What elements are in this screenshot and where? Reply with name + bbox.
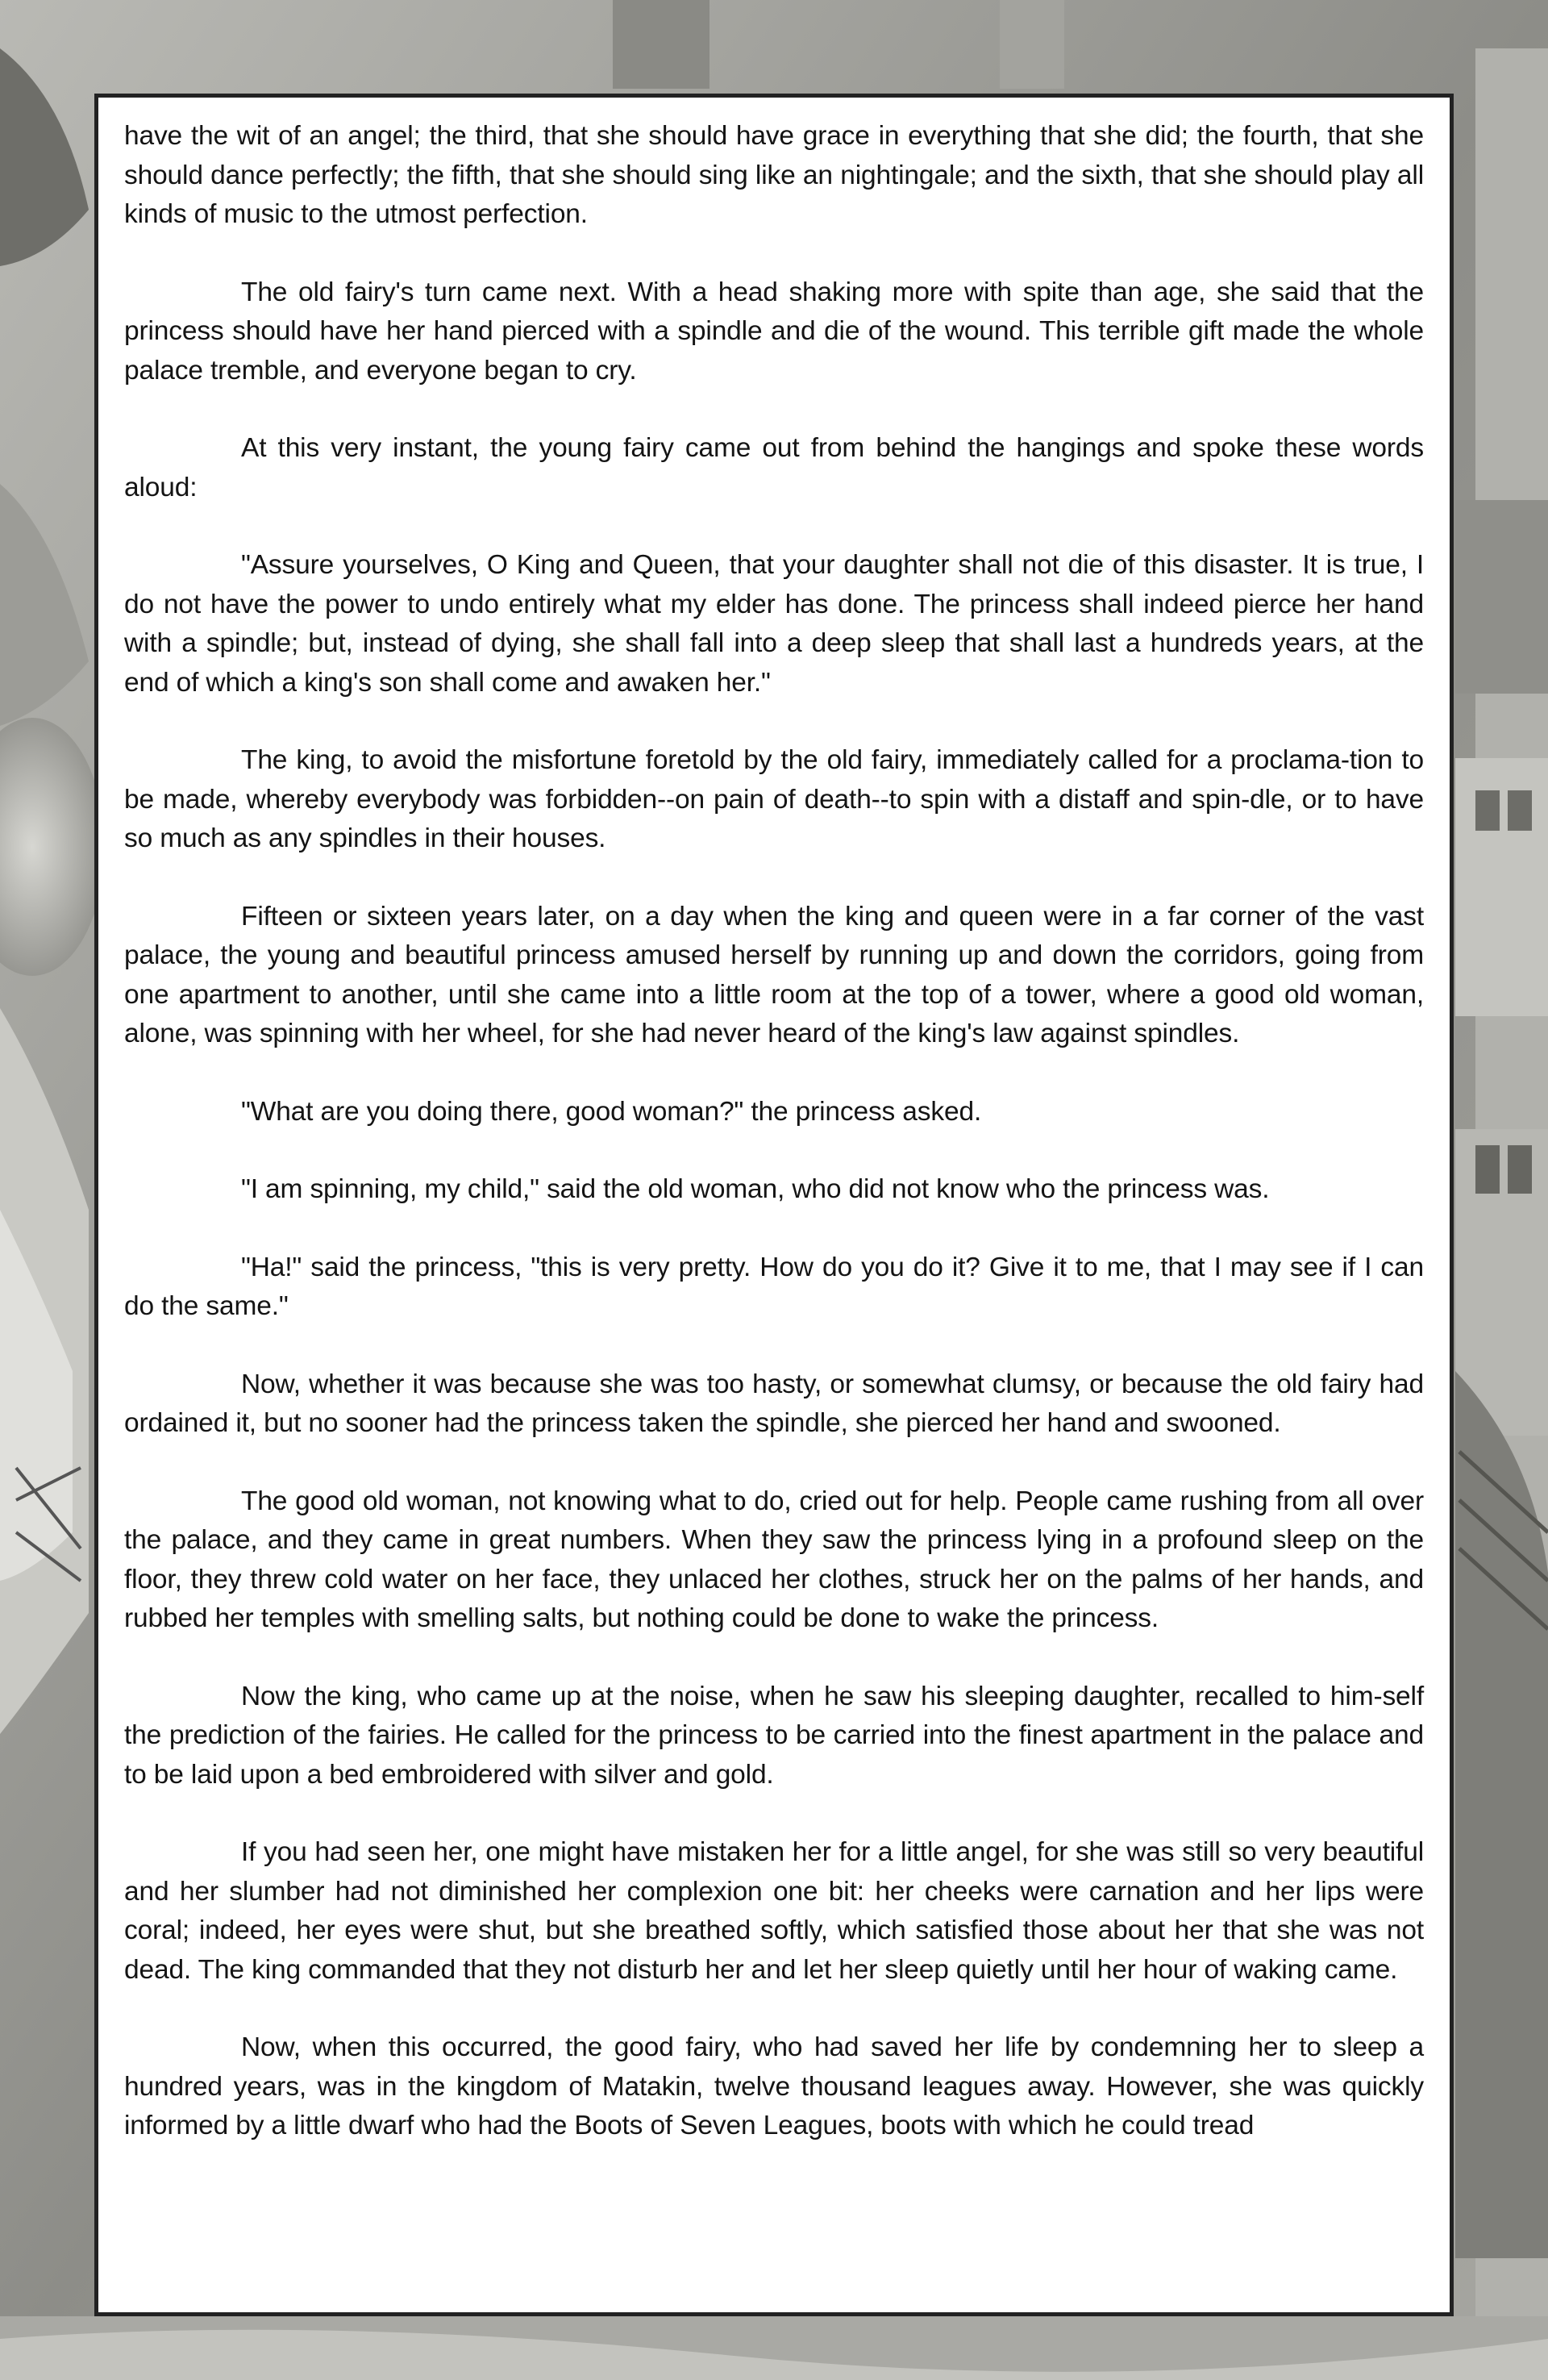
- paragraph-1: have the wit of an angel; the third, that she should have grace in everything that she did; the fourth, that she should dance perfectly; the fifth, that she should sing like an nightingale; and the sixth, that she should play all kinds of music to the utmost perfection.: [124, 121, 1424, 229]
- paragraph-8: "I am spinning, my child," said the old woman, who did not know who the princess was.: [241, 1174, 1270, 1204]
- paragraph-13: If you had seen her, one might have mistaken her for a little angel, for she was still so very beautiful and her slumber had not diminished her complexion one bit: her cheeks were carnation and her lips were coral; indeed, her eyes were shut, but she breathed softly, which satisfied those about her that she was not dead. The king commanded that they not disturb her and let her sleep quietly until her hour of waking came.: [124, 1837, 1424, 1985]
- paragraph-11: The good old woman, not knowing what to do, cried out for help. People came rushing from all over the palace, and they came in great numbers. When they saw the princess lying in a profound sleep on the floor, they threw cold water on her face, they unlaced her clothes, struck her on the palms of her hands, and rubbed her temples with smelling salts, but nothing could be done to wake the princess.: [124, 1486, 1424, 1633]
- paragraph-10: Now, whether it was because she was too hasty, or somewhat clumsy, or because the old fairy had ordained it, but no sooner had the princess taken the spindle, she pierced her hand and swooned.: [124, 1369, 1424, 1438]
- paragraph-7: "What are you doing there, good woman?" the princess asked.: [241, 1096, 982, 1127]
- paragraph-2: The old fairy's turn came next. With a head shaking more with spite than age, she said that the princess should have her hand pierced with a spindle and die of the wound. This terrible gift made the whole palace tremble, and everyone began to cry.: [124, 277, 1424, 386]
- paragraph-12: Now the king, who came up at the noise, when he saw his sleeping daughter, recalled to him-self the prediction of the fairies. He called for the princess to be carried into the finest apartment in the palace and to be laid upon a bed embroidered with silver and gold.: [124, 1681, 1424, 1790]
- text-panel: [94, 94, 1454, 2316]
- paragraph-9: "Ha!" said the princess, "this is very pretty. How do you do it? Give it to me, that I may see if I can do the same.": [124, 1252, 1424, 1321]
- paragraph-14: Now, when this occurred, the good fairy, who had saved her life by condemning her to sleep a hundred years, was in the kingdom of Matakin, twelve thousand leagues away. However, she was quickly informed by a little dwarf who had the Boots of Seven Leagues, boots with which he could tread: [124, 2032, 1424, 2140]
- paragraph-6: Fifteen or sixteen years later, on a day when the king and queen were in a far corner of the vast palace, the young and beautiful princess amused herself by running up and down the corridors, going from one apartment to another, until she came into a little room at the top of a tower, where a good old woman, alone, was spinning with her wheel, for she had never heard of the king's law against spindles.: [124, 901, 1424, 1048]
- paragraph-3: At this very instant, the young fairy came out from behind the hangings and spoke these words aloud:: [124, 433, 1424, 502]
- paragraph-4: "Assure yourselves, O King and Queen, that your daughter shall not die of this disaster. It is true, I do not have the power to undo entirely what my elder has done. The princess shall indeed pierce her hand with a spindle; but, instead of dying, she shall fall into a deep sleep that shall last a hundreds years, at the end of which a king's son shall come and awaken her.": [124, 550, 1424, 698]
- paragraph-5: The king, to avoid the misfortune foretold by the old fairy, immediately called for a proclama-tion to be made, whereby everybody was forbidden--on pain of death--to spin with a distaff and spin-dle, or to have so much as any spindles in their houses.: [124, 745, 1424, 853]
